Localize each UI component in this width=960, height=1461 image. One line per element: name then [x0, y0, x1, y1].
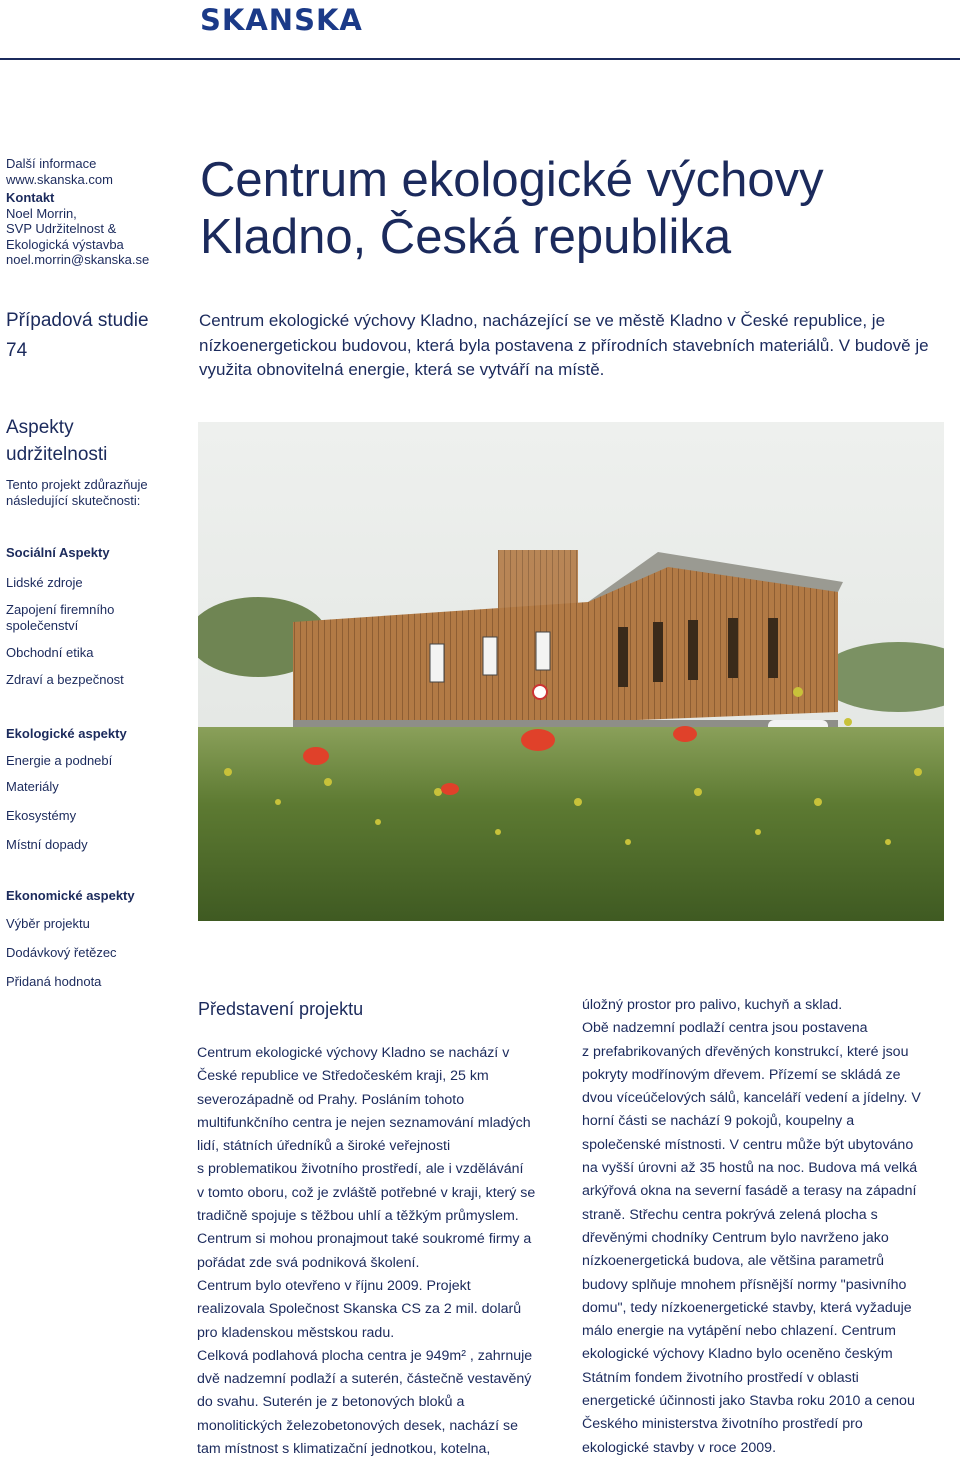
article-column-2: úložný prostor pro palivo, kuchyň a sklad. Obě nadzemní podlaží centra jsou postavena z prefabrikovaných dřevěných konstrukcí, které jsou pokryty modřínovým dřevem. Přízemí se skládá ze dvou víceúčelových sálů, kanceláří vedení a jídelny. V horní části se nachází 9 pokojů, koupelny a společenské místnosti. V centru může být ubytováno na vyšší úrovni až 35 hostů na noc. Budova má velká arkýřová okna na severní fasádě a terasy na západní straně. Střechu centra pokrývá zelená plocha s dřevěnými chodníky Centrum bylo navrženo jako nízkoenergetická budova, ale většina parametrů budovy splňuje mnohem přísnější normy "pasivního domu", tedy nízkoenergetické stavby, která vyžaduje málo energie na vytápění nebo chlazení. Centrum ekologické výchovy Kladno bylo oceněno českým Státním fondem životního prostředí v oblasti energetické účinnosti jako Stavba roku 2010 a cenou Českého ministerstva životního prostředí pro ekologické stavby v roce 2009. [582, 997, 921, 1456]
page-title [200, 152, 824, 266]
aspects-intro-line: Tento projekt zdůrazňuje [6, 477, 148, 492]
aspect-item: Dodávkový řetězec [6, 945, 117, 960]
case-study-number: 74 [6, 340, 28, 361]
aspect-item: Zapojení firemního společenství [6, 602, 115, 633]
lead-paragraph: Centrum ekologické výchovy Kladno, nacházející se ve městě Kladno v České republice, je nízkoenergetickou budovou, která byla postavena z přírodních stavebních materiálů. V budově je využita obnovitelná energie, která se vytváří na místě. [199, 311, 929, 379]
skanska-logo: SKANSKA [200, 3, 363, 37]
contact-label: Kontakt [6, 190, 55, 205]
article-column-1: Centrum ekologické výchovy Kladno se nachází v České republice ve Středočeském kraji, 25 km severozápadně od Prahy. Posláním tohoto multifunkčního centra je nejen seznamování mladých lidí, státních úředníků a široké veřejnosti s problematikou životního prostředí, ale i vzdělávání v tomto oboru, což je zvláště potřebné v kraji, který se tradičně spojuje s těžbou uhlí a těžkým průmyslem. Centrum si mohou pronajmout také soukromé firmy a pořádat zde svá podniková školení. Centrum bylo otevřeno v říjnu 2009. Projekt realizovala Společnost Skanska CS za 2 mil. dolarů pro kladenskou městskou radu. Celková podlahová plocha centra je 949m² , zahrnuje dvě nadzemní podlaží a suterén, částečně vestavěný do svahu. Suterén je z betonových bloků a monolitických železobetonových desek, nachází se tam místnost s klimatizační jednotkou, kotelna, [197, 1045, 536, 1458]
aspect-item: Zdraví a bezpečnost [6, 672, 124, 687]
aspect-item: Výběr projektu [6, 916, 90, 931]
aspect-item: Ekosystémy [6, 808, 77, 823]
aspect-item: Obchodní etika [6, 645, 94, 660]
aspect-item: Přidaná hodnota [6, 974, 102, 989]
contact-role: SVP Udržitelnost & [6, 221, 117, 236]
aspect-item: Lidské zdroje [6, 575, 83, 590]
aspect-item: Materiály [6, 779, 59, 794]
contact-role-2: Ekologická výstavba [6, 236, 124, 252]
aspect-item: Místní dopady [6, 837, 88, 852]
case-study-label: Případová studie [6, 310, 149, 331]
aspects-title: Aspekty [6, 417, 74, 438]
header-divider [0, 58, 960, 60]
contact-email[interactable]: noel.morrin@skanska.se [6, 252, 150, 267]
aspect-item: Energie a podnebí [6, 753, 113, 768]
building-photo [198, 422, 944, 921]
aspect-group-heading: Ekonomické aspekty [6, 888, 135, 903]
website-link[interactable]: www.skanska.com [6, 171, 113, 187]
contact-name: Noel Morrin, [6, 205, 77, 221]
aspects-intro [6, 477, 191, 508]
title-line: Kladno, Česká republika [200, 210, 732, 264]
contact-block [6, 156, 191, 268]
title-line: Centrum ekologické výchovy [200, 153, 824, 207]
aspects-title-2: udržitelnosti [6, 444, 108, 465]
aspect-group-heading: Sociální Aspekty [6, 545, 110, 560]
aspects-intro-line: následující skutečnosti: [6, 492, 141, 508]
info-label: Další informace [6, 156, 97, 171]
aspect-group-heading: Ekologické aspekty [6, 726, 127, 741]
section-title: Představení projektu [198, 999, 364, 1019]
